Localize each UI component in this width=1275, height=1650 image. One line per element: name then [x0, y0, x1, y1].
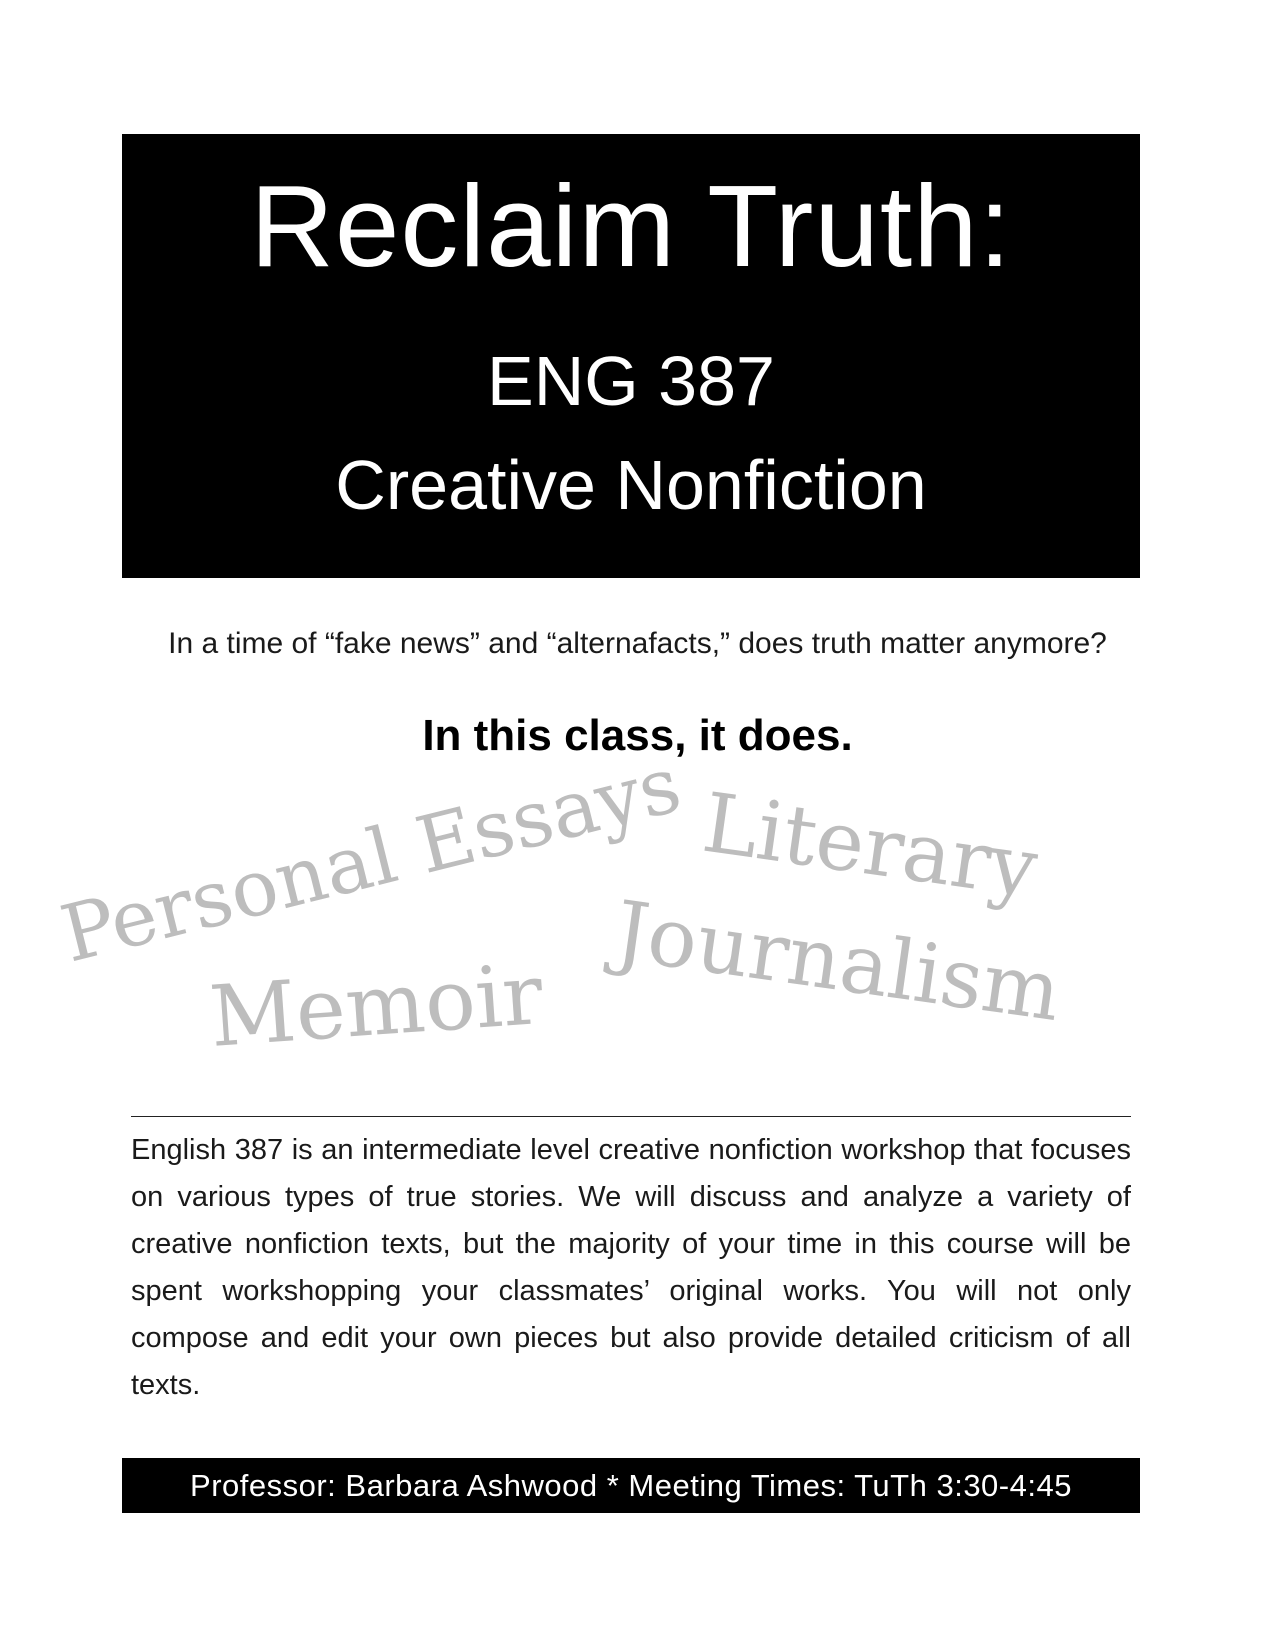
word-memoir: Memoir — [206, 944, 546, 1066]
intro-question: In a time of “fake news” and “alternafacts,” does truth matter anymore? — [168, 627, 1107, 660]
word-journalism: Journalism — [609, 883, 1067, 1041]
footer-info-bar: Professor: Barbara Ashwood * Meeting Times: TuTh 3:30-4:45 — [122, 1458, 1140, 1513]
genre-word-cloud — [0, 740, 1275, 1080]
word-cloud-graphic — [0, 740, 1275, 1080]
tagline: In this class, it does. — [422, 711, 853, 760]
course-name: Creative Nonfiction — [335, 446, 927, 524]
page-title: Reclaim Truth: — [250, 161, 1012, 291]
header-banner — [122, 134, 1140, 578]
course-description: English 387 is an intermediate level creative nonfiction workshop that focuses on various types of true stories. We will discuss and analyze a variety of creative nonfiction texts, but the majority of your time in this course will be spent workshopping your classmates’ original works. You will not only compose and edit your own pieces but also provide detailed criticism of all texts. — [131, 1134, 1131, 1401]
course-code: ENG 387 — [487, 342, 775, 420]
section-divider — [131, 1116, 1131, 1117]
word-literary: Literary — [697, 775, 1043, 917]
word-personal-essays: Personal Essays — [52, 740, 690, 981]
